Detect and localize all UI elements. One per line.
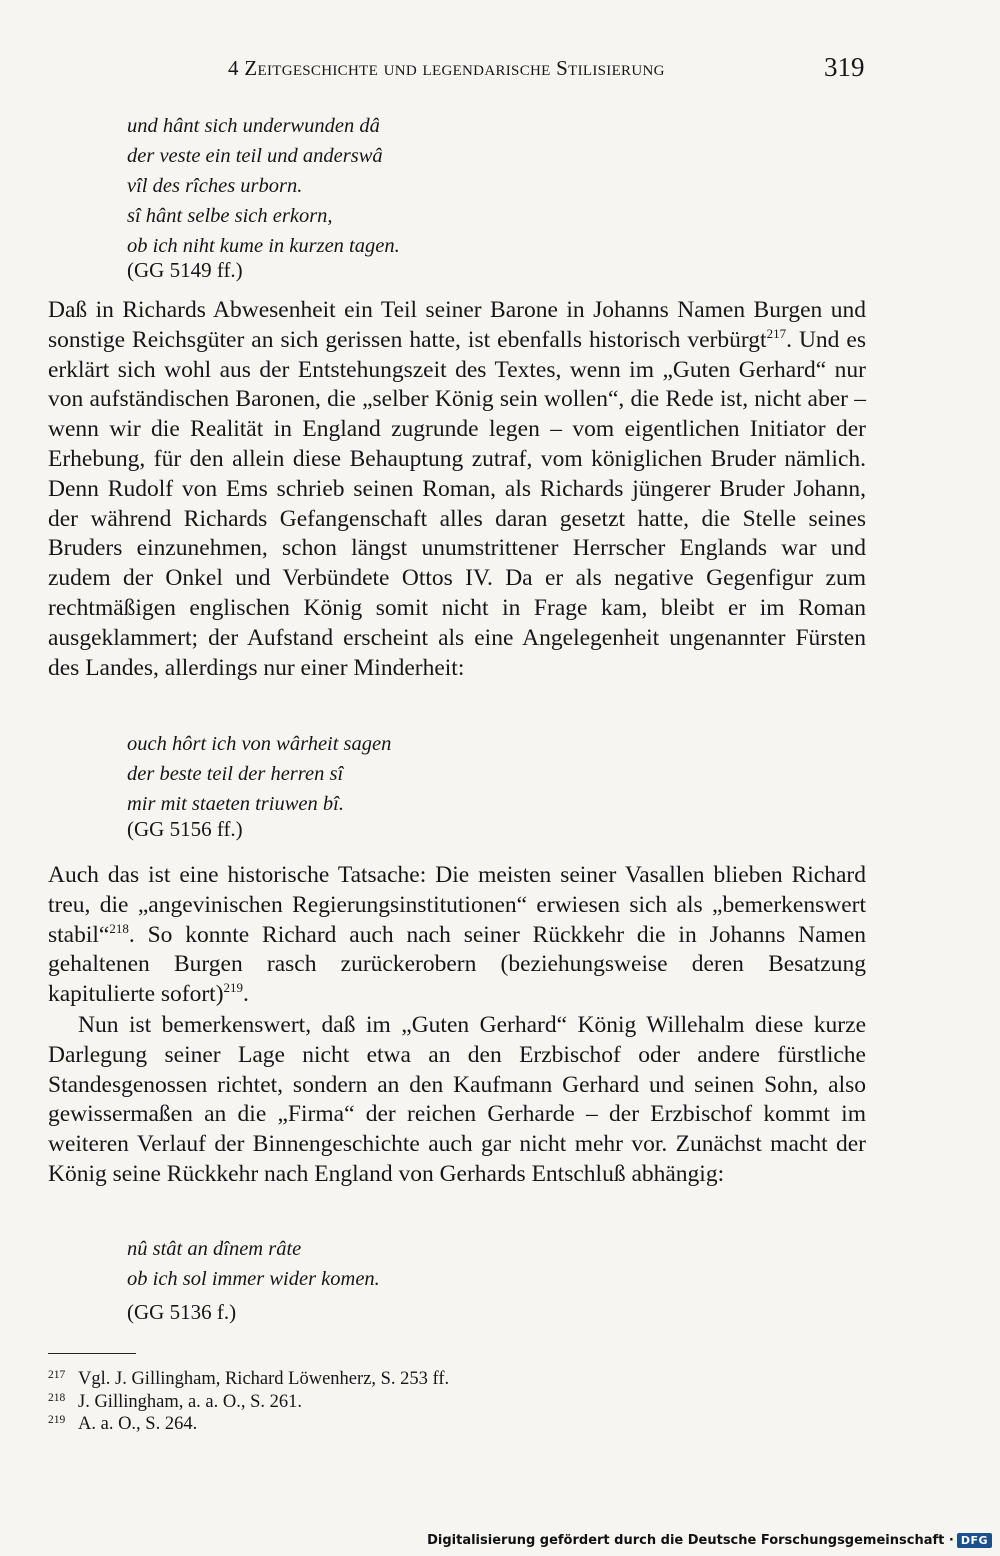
verse-line: ob ich sol immer wider komen. xyxy=(127,1268,380,1290)
verse-citation-2: (GG 5156 ff.) xyxy=(127,817,243,841)
footnote-217: 217 Vgl. J. Gillingham, Richard Löwenherz, S. 253 ff. xyxy=(48,1369,450,1389)
verse-line: nû stât an dînem râte xyxy=(127,1238,302,1260)
verse-line: mir mit staeten triuwen bî. xyxy=(127,793,344,815)
verse-line: sî hânt selbe sich erkorn, xyxy=(127,205,333,227)
verse-quote-1 xyxy=(127,111,400,261)
verse-quote-2 xyxy=(127,729,391,819)
body-paragraph-1 xyxy=(48,296,866,683)
footnote-218: 218 J. Gillingham, a. a. O., S. 261. xyxy=(48,1391,303,1412)
paragraph-text: . Und es erklärt sich wohl aus der Entstehungszeit des Textes, wenn im „Guten Gerhard“ nur von aufständischen Baronen, die „selber König sein wollen“, die Rede ist, nicht aber – wenn wir die Realität in England zugrunde legen – vom eigentlichen Initiator der Erhebung, für den allein diese Behauptung zutraf, vom königlichen Bruder nämlich. Denn Rudolf von Ems schrieb seinen Roman, als Richards jüngerer Bruder Johann, der während Richards Gefangenschaft alles daran gesetzt hatte, die Stelle seines Bruders einzunehmen, schon längst unumstrittener Herrscher Englands war und zudem der Onkel und Verbündete Ottos IV. Da er als negative Gegenfigur zum rechtmäßigen englischen König somit nicht in Frage kam, bleibt er im Roman ausgeklammert; der Aufstand erscheint als eine Angelegenheit ungenannter Fürsten des Landes, allerdings nur einer Minderheit: xyxy=(48,326,867,681)
footnotes xyxy=(48,1368,449,1436)
digitization-banner xyxy=(427,1533,992,1548)
section-title: 4 Zeitgeschichte und legendarische Stilisierung xyxy=(228,56,665,80)
footnote-text: A. a. O., S. 264. xyxy=(78,1414,198,1434)
footnote-divider xyxy=(48,1353,136,1354)
paragraph-text: Daß in Richards Abwesenheit ein Teil seiner Barone in Johanns Namen Burgen und sonstige Reichsgüter an sich gerissen hatte, ist ebenfalls historisch verbürgt xyxy=(48,297,866,353)
verse-line: der beste teil der herren sî xyxy=(127,763,344,785)
banner-text: Digitalisierung gefördert durch die Deutsche Forschungsgemeinschaft · xyxy=(427,1533,954,1548)
paragraph-text: Auch das ist eine historische Tatsache: Die meisten seiner Vasallen blieben Richard treu, die „angevinischen Regierungsinstitutionen“ erwiesen sich als „bemerkenswert stabil“ xyxy=(48,862,866,948)
footnote-text: J. Gillingham, a. a. O., S. 261. xyxy=(78,1391,303,1412)
footnote-ref-218: 218 xyxy=(109,920,129,936)
footnote-ref-217: 217 xyxy=(766,325,787,341)
verse-line: und hânt sich underwunden dâ xyxy=(127,115,380,137)
paragraph-text: . So konnte Richard auch nach seiner Rückkehr die in Johanns Namen gehaltenen Burgen rasch zurückerobern (beziehungsweise deren Besatzung kapitulierte sofort) xyxy=(48,921,866,1008)
running-header xyxy=(0,52,1000,88)
page-number: 319 xyxy=(824,52,865,82)
verse-citation-1: (GG 5149 ff.) xyxy=(127,258,243,282)
verse-line: der veste ein teil und anderswâ xyxy=(127,145,383,167)
body-paragraph-2 xyxy=(48,861,866,1010)
verse-citation-3: (GG 5136 f.) xyxy=(127,1300,237,1324)
footnote-219: 219 A. a. O., S. 264. xyxy=(48,1414,198,1434)
dfg-logo: DFG xyxy=(957,1533,992,1548)
verse-line: ob ich niht kume in kurzen tagen. xyxy=(127,235,400,257)
footnote-text: Vgl. J. Gillingham, Richard Löwenherz, S. 253 ff. xyxy=(78,1369,450,1389)
verse-line: ouch hôrt ich von wârheit sagen xyxy=(127,733,392,755)
verse-quote-3 xyxy=(127,1234,380,1294)
body-paragraph-3: Nun ist bemerkenswert, daß im „Guten Gerhard“ König Willehalm diese kurze Darlegung seiner Lage nicht etwa an den Erzbischof oder andere fürstliche Standesgenossen richtet, sondern an den Kaufmann Gerhard und seinen Sohn, also gewissermaßen an die „Firma“ der reichen Gerharde – der Erzbischof kommt im weiteren Verlauf der Binnengeschichte auch gar nicht mehr vor. Zunächst macht der König seine Rückkehr nach England von Gerhards Entschluß abhängig: xyxy=(48,1012,866,1187)
footnote-ref-219: 219 xyxy=(223,980,244,996)
paragraph-text: . xyxy=(243,981,249,1008)
verse-line: vîl des rîches urborn. xyxy=(127,175,303,197)
